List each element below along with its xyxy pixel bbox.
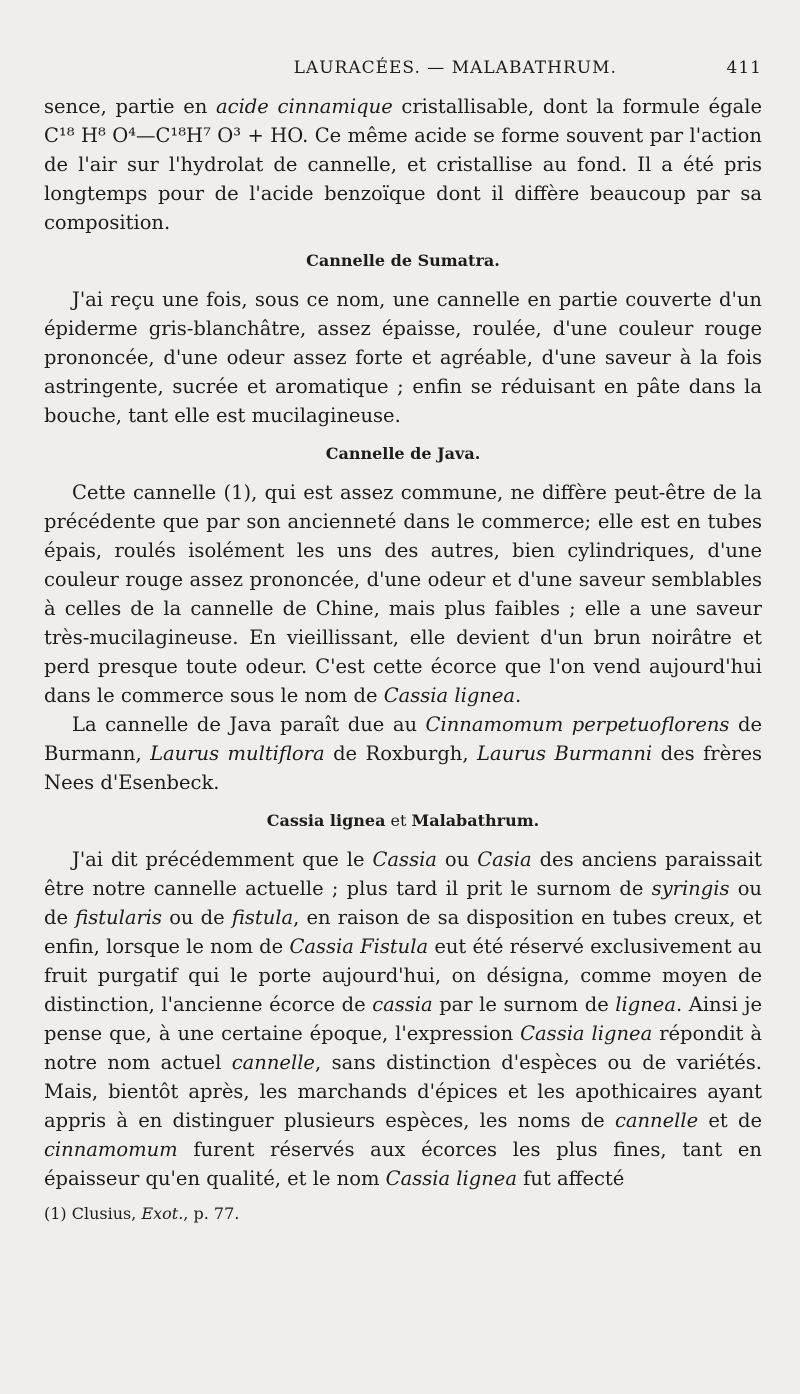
text-run: , en raison de sa disposition en tubes creux, et enfin, lorsque le nom de (44, 906, 762, 958)
heading-part: et (385, 811, 412, 830)
section-heading-cassia (44, 809, 762, 833)
italic-term: Cassia lignea (383, 684, 516, 707)
text-run: . Ainsi je pense que, à une certaine époque, l'expression (44, 993, 762, 1045)
text-run: (1) Clusius, (44, 1204, 142, 1223)
text-run: furent réservés aux écorces les plus fines, tant en épaisseur qu'en qualité, et le nom (44, 1138, 762, 1190)
italic-term: Casia (477, 848, 532, 871)
text-run: , sans distinction d'espèces ou de variétés. Mais, bientôt après, les marchands d'épices et les apothicaires ayant appris à en distinguer plusieurs espèces, les noms de (44, 1051, 763, 1132)
text-run: par le surnom de (432, 993, 616, 1016)
heading-part: Malabathrum. (411, 811, 540, 830)
italic-term: syringis (651, 877, 730, 900)
text-run: fut affecté (516, 1167, 625, 1190)
italic-term: cinnamomum (44, 1138, 178, 1161)
text-run: ou de (162, 906, 232, 929)
text-run: ou de (44, 877, 762, 929)
chemical-formula: C¹⁸ H⁸ O⁴—C¹⁸H⁷ O³ + HO (44, 124, 303, 147)
text-run: cristallisable, dont la formule égale (392, 95, 762, 118)
italic-term: cannelle (614, 1109, 699, 1132)
paragraph-java-1 (44, 478, 762, 710)
italic-term: fistularis (75, 906, 163, 929)
italic-term: Laurus multiflora (150, 742, 325, 765)
italic-term: lignea (615, 993, 676, 1016)
text-run: , p. 77. (183, 1204, 240, 1223)
text-run: La cannelle de Java paraît due au (72, 713, 426, 736)
italic-term: Cassia lignea (385, 1167, 517, 1190)
paragraph-java-2 (44, 710, 762, 797)
text-run: ou (436, 848, 478, 871)
heading-part: Cassia lignea (266, 811, 386, 830)
italic-term: cannelle (231, 1051, 315, 1074)
running-title: LAURACÉES. — MALABATHRUM. (293, 58, 617, 78)
italic-term: acide cinnamique (216, 95, 393, 118)
section-heading-java: Cannelle de Java. (325, 444, 481, 463)
text-run: répondit à notre nom actuel (44, 1022, 762, 1074)
italic-term: Exot. (141, 1204, 184, 1223)
text-run: . (515, 684, 522, 707)
italic-term: cassia (372, 993, 433, 1016)
text-run: J'ai dit précédemment que le (72, 848, 373, 871)
text-run: eut été réservé exclusivement au fruit purgatif qui le porte aujourd'hui, on désigna, comme moyen de distinction, l'ancienne écorce de (44, 935, 762, 1016)
italic-term: Cinnamomum perpetuoflorens (425, 713, 730, 736)
paragraph-continuation (44, 92, 762, 237)
italic-term: Cassia lignea (520, 1022, 653, 1045)
paragraph-cassia (44, 845, 762, 1193)
text-run: . Ce même acide se forme souvent par l'action de l'air sur l'hydrolat de cannelle, et cristallise au fond. Il a été pris longtemps pour de l'acide benzoïque dont il diffère beaucoup par sa composition. (44, 124, 762, 234)
text-run: de Roxburgh, (324, 742, 477, 765)
text-run: des anciens paraissait être notre cannelle actuelle ; plus tard il prit le surnom de (44, 848, 762, 900)
italic-term: fistula (231, 906, 294, 929)
text-run: de Burmann, (44, 713, 762, 765)
italic-term: Laurus Burmanni (477, 742, 653, 765)
running-header (44, 58, 762, 84)
text-run: des frères Nees d'Esenbeck. (44, 742, 763, 794)
text-run: Cette cannelle (1), qui est assez commune, ne diffère peut-être de la précédente que par son ancienneté dans le commerce; elle est en tubes épais, roulés isolément les uns des autres, bien cylindriques, d'une couleur rouge assez prononcée, d'une odeur et d'une saveur semblables à celles de la cannelle de Chine, mais plus faibles ; elle a une saveur très-mucilagineuse. En vieillissant, elle devient d'un brun noirâtre et perd presque toute odeur. C'est cette écorce que l'on vend aujourd'hui dans le commerce sous le nom de (44, 481, 762, 707)
italic-term: Cassia (372, 848, 437, 871)
page-number: 411 (726, 58, 762, 78)
paragraph-sumatra: J'ai reçu une fois, sous ce nom, une cannelle en partie couverte d'un épiderme gris-blanchâtre, assez épaisse, roulée, d'une couleur rouge prononcée, d'une odeur assez forte et agréable, d'une saveur à la fois astringente, sucrée et aromatique ; enfin se réduisant en pâte dans la bouche, tant elle est mucilagineuse. (44, 288, 762, 427)
page-body (44, 92, 762, 1225)
text-run: sence, partie en (44, 95, 217, 118)
section-heading-sumatra: Cannelle de Sumatra. (306, 251, 500, 270)
footnote (44, 1203, 762, 1225)
italic-term: Cassia Fistula (289, 935, 429, 958)
text-run: et de (698, 1109, 763, 1132)
